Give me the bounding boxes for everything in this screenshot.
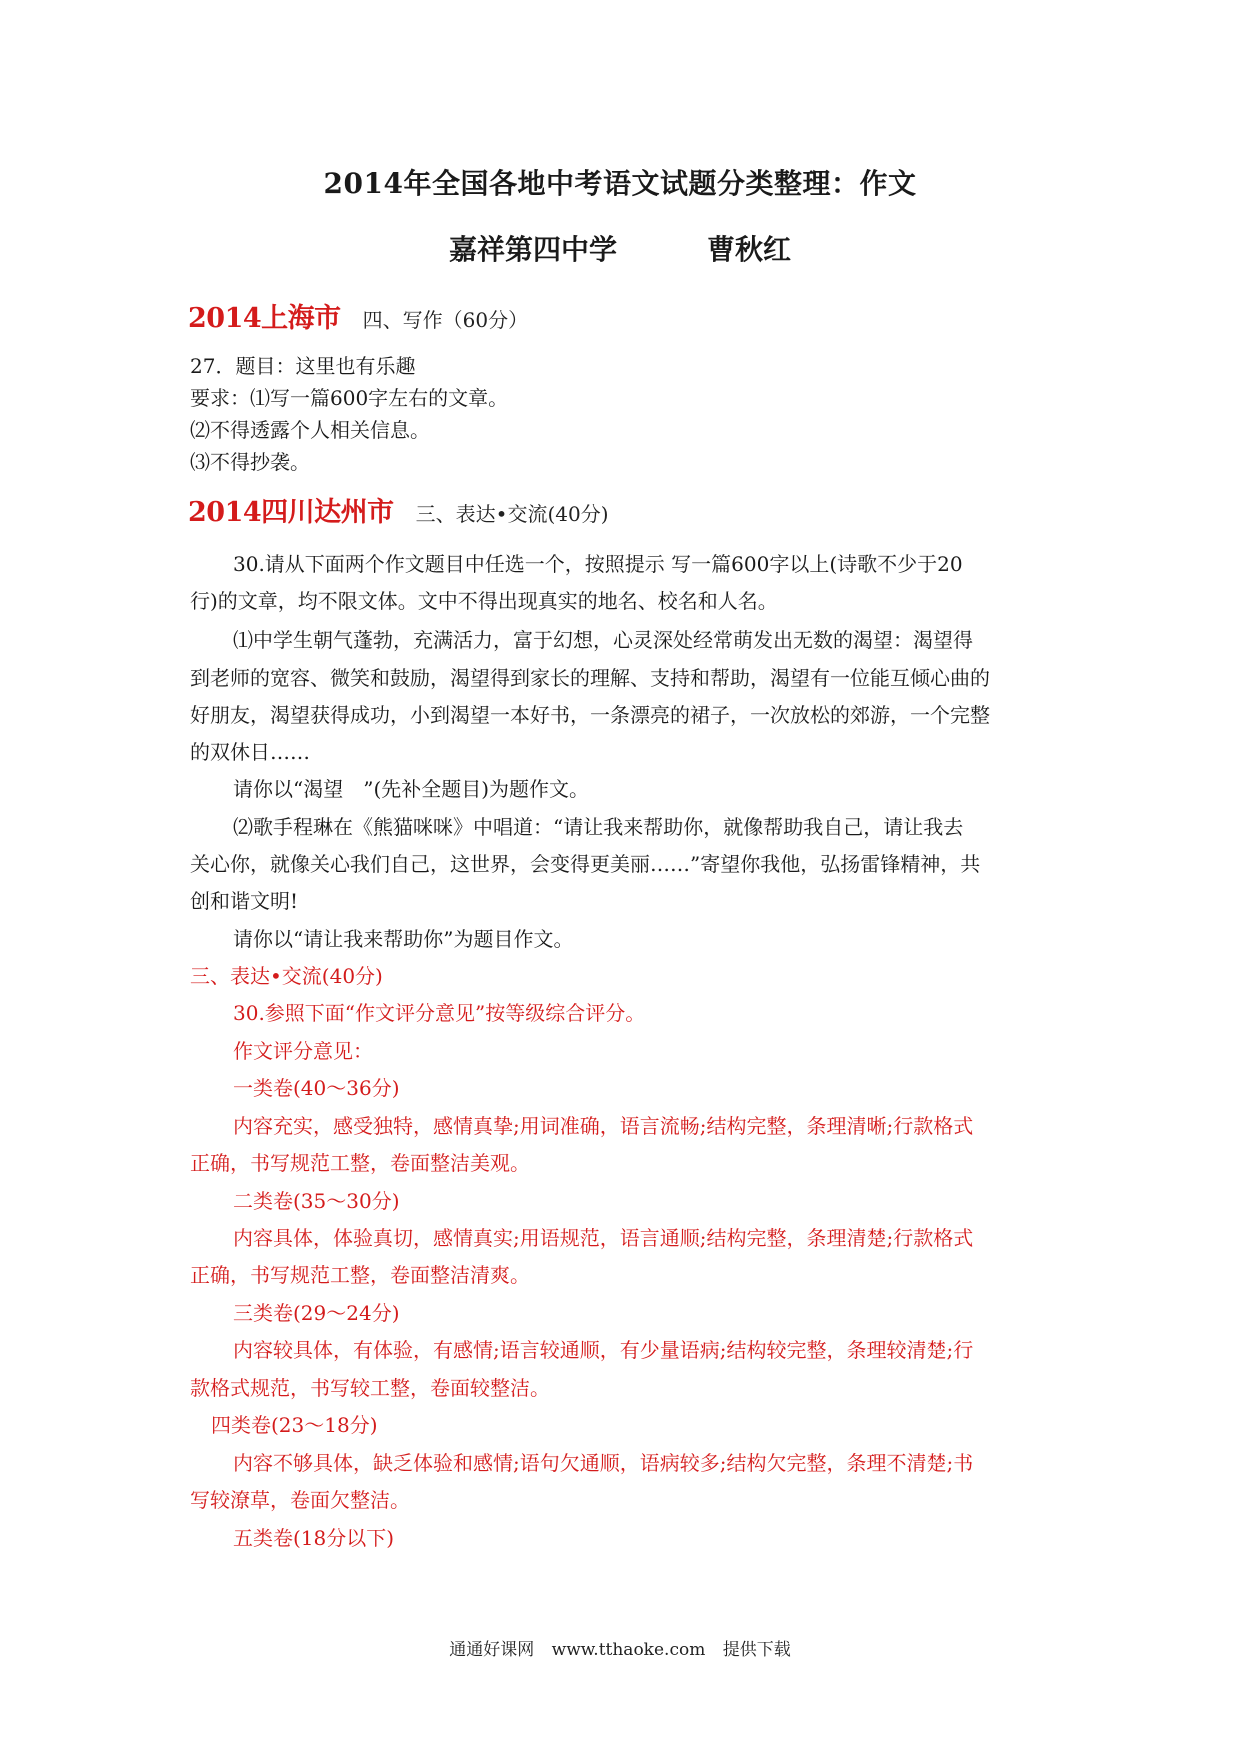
answer-line: 作文评分意见：	[233, 1039, 373, 1063]
author-line	[0, 228, 1240, 268]
question-line: ⑵不得透露个人相关信息。	[190, 418, 430, 442]
question-line: 创和谐文明!	[190, 889, 299, 913]
section-part: 三、表达•交流(40分)	[415, 502, 609, 526]
question-line: 到老师的宽容、微笑和鼓励，渴望得到家长的理解、支持和帮助，渴望有一位能互倾心曲的	[190, 666, 990, 690]
question-line: 请你以“请让我来帮助你”为题目作文。	[233, 927, 574, 951]
answer-line: 30.参照下面“作文评分意见”按等级综合评分。	[233, 1001, 646, 1025]
answer-line: 三、表达•交流(40分)	[190, 964, 383, 988]
question-line: 30.请从下面两个作文题目中任选一个，按照提示 写一篇600字以上(诗歌不少于20	[233, 552, 963, 576]
answer-line: 一类卷(40～36分)	[233, 1076, 400, 1100]
footer-suffix: 提供下载	[722, 1640, 791, 1660]
page-title: 2014年全国各地中考语文试题分类整理：作文	[323, 167, 917, 200]
question-line: 要求：⑴写一篇600字左右的文章。	[190, 386, 509, 410]
answer-line: 四类卷(23～18分)	[211, 1413, 378, 1437]
section-city: 2014上海市	[188, 303, 341, 334]
answer-line: 正确，书写规范工整，卷面整洁清爽。	[190, 1263, 530, 1287]
answer-line: 二类卷(35～30分)	[233, 1189, 400, 1213]
question-line: ⑴中学生朝气蓬勃，充满活力，富于幻想，心灵深处经常萌发出无数的渴望：渴望得	[233, 628, 973, 652]
answer-line: 三类卷(29～24分)	[233, 1301, 400, 1325]
answer-line: 内容较具体，有体验，有感情;语言较通顺，有少量语病;结构较完整，条理较清楚;行	[233, 1338, 974, 1362]
footer-url-link[interactable]: www.tthaoke.com	[551, 1640, 706, 1660]
question-line: 好朋友，渴望获得成功，小到渴望一本好书，一条漂亮的裙子，一次放松的郊游，一个完整	[190, 703, 990, 727]
answer-line: 五类卷(18分以下)	[233, 1526, 395, 1550]
footer-site-name: 通通好课网	[449, 1640, 535, 1660]
question-line: ⑶不得抄袭。	[190, 450, 310, 474]
question-line: 的双休日……	[190, 740, 310, 764]
answer-line: 正确，书写规范工整，卷面整洁美观。	[190, 1151, 530, 1175]
answer-line: 写较潦草，卷面欠整洁。	[190, 1488, 410, 1512]
answer-line: 内容具体，体验真切，感情真实;用语规范，语言通顺;结构完整，条理清楚;行款格式	[233, 1226, 974, 1250]
question-line: 请你以“渴望 ”(先补全题目)为题作文。	[233, 777, 590, 801]
section-city: 2014四川达州市	[188, 497, 394, 528]
section-part: 四、写作（60分）	[362, 308, 529, 332]
answer-line: 内容不够具体，缺乏体验和感情;语句欠通顺，语病较多;结构欠完整，条理不清楚;书	[233, 1451, 974, 1475]
answer-line: 内容充实，感受独特，感情真挚;用词准确，语言流畅;结构完整，条理清晰;行款格式	[233, 1114, 974, 1138]
question-line: 行)的文章，均不限文体。文中不得出现真实的地名、校名和人名。	[190, 589, 778, 613]
question-line: 27．题目：这里也有乐趣	[190, 354, 416, 378]
page-footer	[0, 1635, 1240, 1660]
section-heading-dazhou	[188, 490, 609, 529]
school-name: 嘉祥第四中学	[448, 233, 617, 266]
question-line: ⑵歌手程琳在《熊猫咪咪》中唱道：“请让我来帮助你，就像帮助我自己，请让我去	[233, 815, 964, 839]
author-name: 曹秋红	[707, 233, 792, 266]
answer-line: 款格式规范，书写较工整，卷面较整洁。	[190, 1376, 550, 1400]
question-line: 关心你，就像关心我们自己，这世界，会变得更美丽……”寄望你我他，弘扬雷锋精神，共	[190, 852, 981, 876]
section-heading-shanghai	[188, 296, 528, 335]
